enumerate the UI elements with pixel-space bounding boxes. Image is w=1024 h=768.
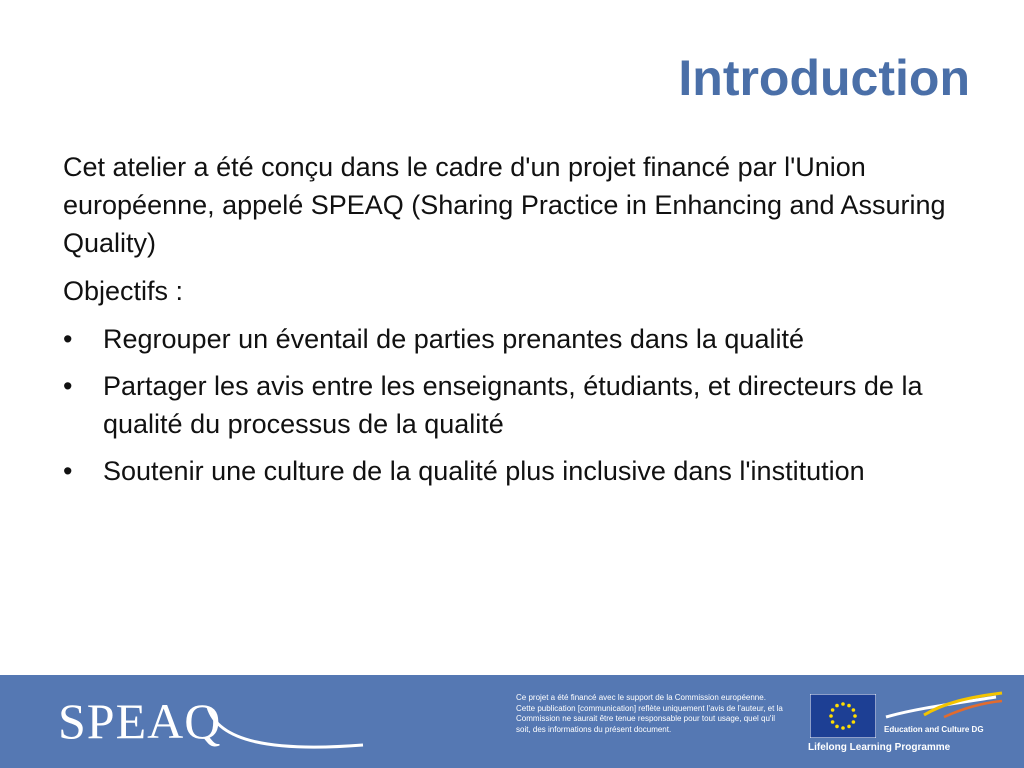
slide-title: Introduction (678, 50, 970, 106)
bullet-item (63, 452, 953, 490)
bullet-dot: • (63, 371, 73, 401)
bullet-text: Partager les avis entre les enseignants, étudiants, et directeurs de la qualité du processus de la qualité (103, 371, 923, 439)
slide-body (63, 148, 953, 499)
footer-band (0, 675, 1024, 768)
llp-label: Lifelong Learning Programme (808, 742, 951, 753)
disclaimer-line: Ce projet a été financé avec le support de la Commission européenne. (516, 693, 766, 702)
bullet-text: Soutenir une culture de la qualité plus inclusive dans l'institution (103, 456, 865, 486)
eu-dg-label: Education and Culture DG (884, 725, 984, 734)
bullet-item (63, 320, 953, 358)
eu-programme-logo (806, 691, 1006, 761)
speaq-logo-text: SPEAQ (58, 693, 222, 749)
objectives-label: Objectifs : (63, 276, 184, 306)
speaq-swoosh-icon (58, 687, 368, 767)
bullet-dot: • (63, 456, 73, 486)
bullet-text: Regrouper un éventail de parties prenantes dans la qualité (103, 324, 804, 354)
eu-disclaimer (516, 693, 788, 735)
bullet-dot: • (63, 324, 73, 354)
llp-swoosh-icon (884, 691, 1004, 721)
eu-flag-icon (810, 694, 876, 738)
intro-paragraph: Cet atelier a été conçu dans le cadre d'un projet financé par l'Union européenne, appelé SPEAQ (Sharing Practice in Enhancing and Assuring Quality) (63, 152, 946, 258)
disclaimer-line: Cette publication [communication] reflète uniquement l'avis de l'auteur, et la Commission ne saurait être tenue responsable pour tout usage, quel qu'il soit, des informations du présent document. (516, 703, 783, 734)
bullet-item (63, 367, 953, 443)
objectives-list (63, 320, 953, 490)
